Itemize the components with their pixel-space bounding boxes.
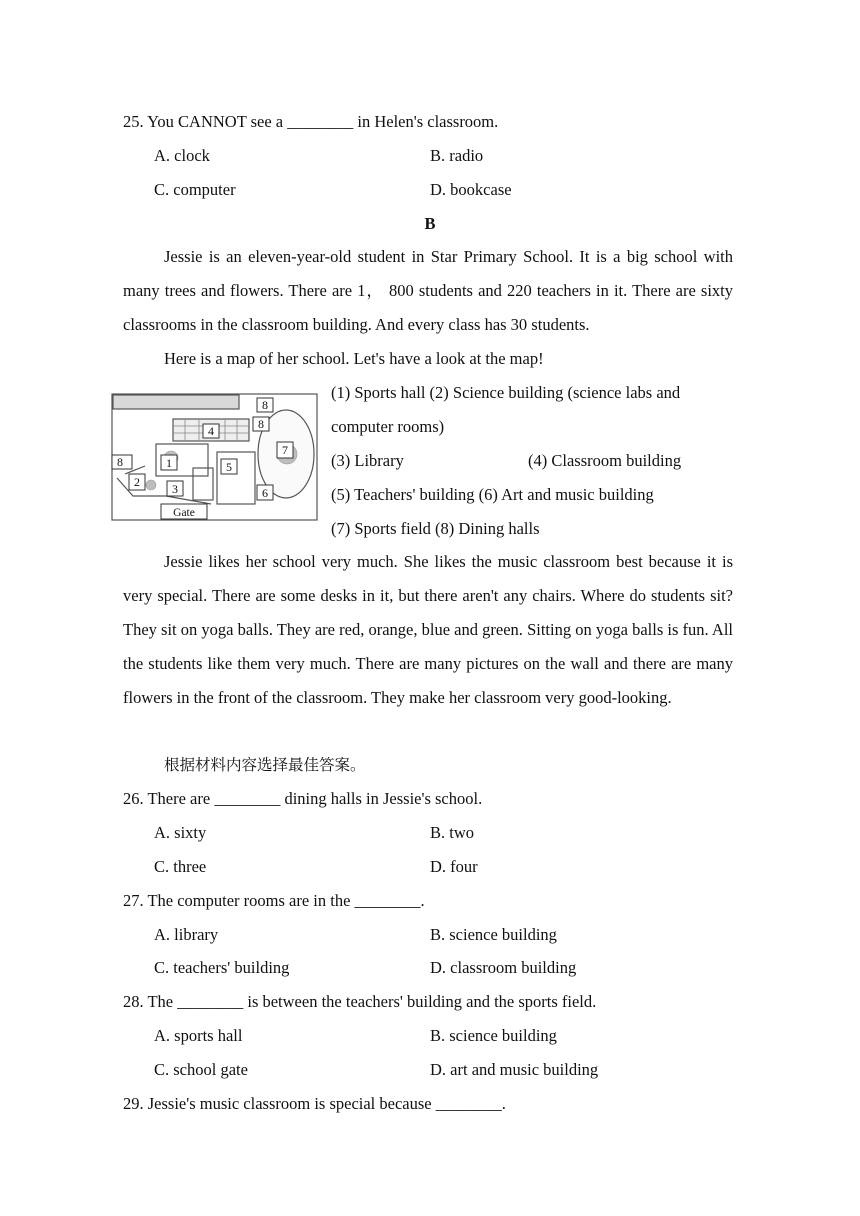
question-28-option-d: D. art and music building [430, 1060, 599, 1079]
map-label-8-top: 8 [262, 398, 268, 412]
map-label-8-right: 8 [258, 417, 264, 431]
map-label-2: 2 [134, 475, 140, 489]
map-label-7: 7 [282, 443, 288, 457]
passage-paragraph-1: Jessie is an eleven-year-old student in Star Primary School. It is a big school with many trees and flowers. There are 1， 800 students and 220 teachers in it. There are sixty classrooms in the classroom building. And every class has 30 students. [123, 247, 733, 334]
question-26-option-a: A. sixty [154, 823, 207, 842]
question-26-stem: 26. There are ________ dining halls in Jessie's school. [123, 789, 483, 808]
school-map-figure [111, 392, 319, 524]
map-legend-line-2: computer rooms) [331, 417, 445, 436]
question-28-option-b: B. science building [430, 1026, 557, 1045]
map-label-3: 3 [172, 482, 178, 496]
question-27-option-c: C. teachers' building [154, 958, 290, 977]
passage-paragraph-3: Jessie likes her school very much. She likes the music classroom best because it is very special. There are some desks in it, but there aren't any chairs. Where do students sit? They sit on yoga balls. They are red, orange, blue and green. Sitting on yoga balls is fun. All the students like them very much. There are many pictures on the wall and there are many flowers in the front of the classroom. They make her classroom very good-looking. [123, 552, 733, 707]
question-25-option-d: D. bookcase [430, 180, 512, 199]
instruction-text: 根据材料内容选择最佳答案。 [164, 756, 366, 774]
question-29-stem: 29. Jessie's music classroom is special because ________. [123, 1094, 506, 1113]
question-26-option-b: B. two [430, 823, 475, 842]
question-27-stem: 27. The computer rooms are in the ________. [123, 891, 425, 910]
question-27-option-b: B. science building [430, 925, 557, 944]
map-legend-line-4: (5) Teachers' building (6) Art and music building [331, 485, 654, 504]
question-26-option-d: D. four [430, 857, 478, 876]
passage-paragraph-2: Here is a map of her school. Let's have a look at the map! [164, 349, 544, 368]
map-legend-line-3b: (4) Classroom building [528, 451, 682, 470]
question-28-option-c: C. school gate [154, 1060, 248, 1079]
map-legend-line-1: (1) Sports hall (2) Science building (science labs and [331, 383, 681, 402]
question-26-option-c: C. three [154, 857, 207, 876]
question-25-stem: 25. You CANNOT see a ________ in Helen's classroom. [123, 112, 499, 131]
question-28-stem: 28. The ________ is between the teachers' building and the sports field. [123, 992, 597, 1011]
question-27-option-a: A. library [154, 925, 219, 944]
map-label-4: 4 [208, 424, 214, 438]
question-25-option-c: C. computer [154, 180, 236, 199]
question-25-option-b: B. radio [430, 146, 484, 165]
map-legend-line-5: (7) Sports field (8) Dining halls [331, 519, 540, 538]
map-label-8-left: 8 [117, 455, 123, 469]
map-label-1: 1 [166, 456, 172, 470]
map-label-6: 6 [262, 486, 268, 500]
map-legend-line-3a: (3) Library [331, 451, 404, 470]
section-heading: B [424, 214, 436, 233]
question-27-option-d: D. classroom building [430, 958, 577, 977]
map-label-5: 5 [226, 460, 232, 474]
question-28-option-a: A. sports hall [154, 1026, 243, 1045]
question-25-option-a: A. clock [154, 146, 210, 165]
map-label-gate: Gate [173, 507, 195, 519]
